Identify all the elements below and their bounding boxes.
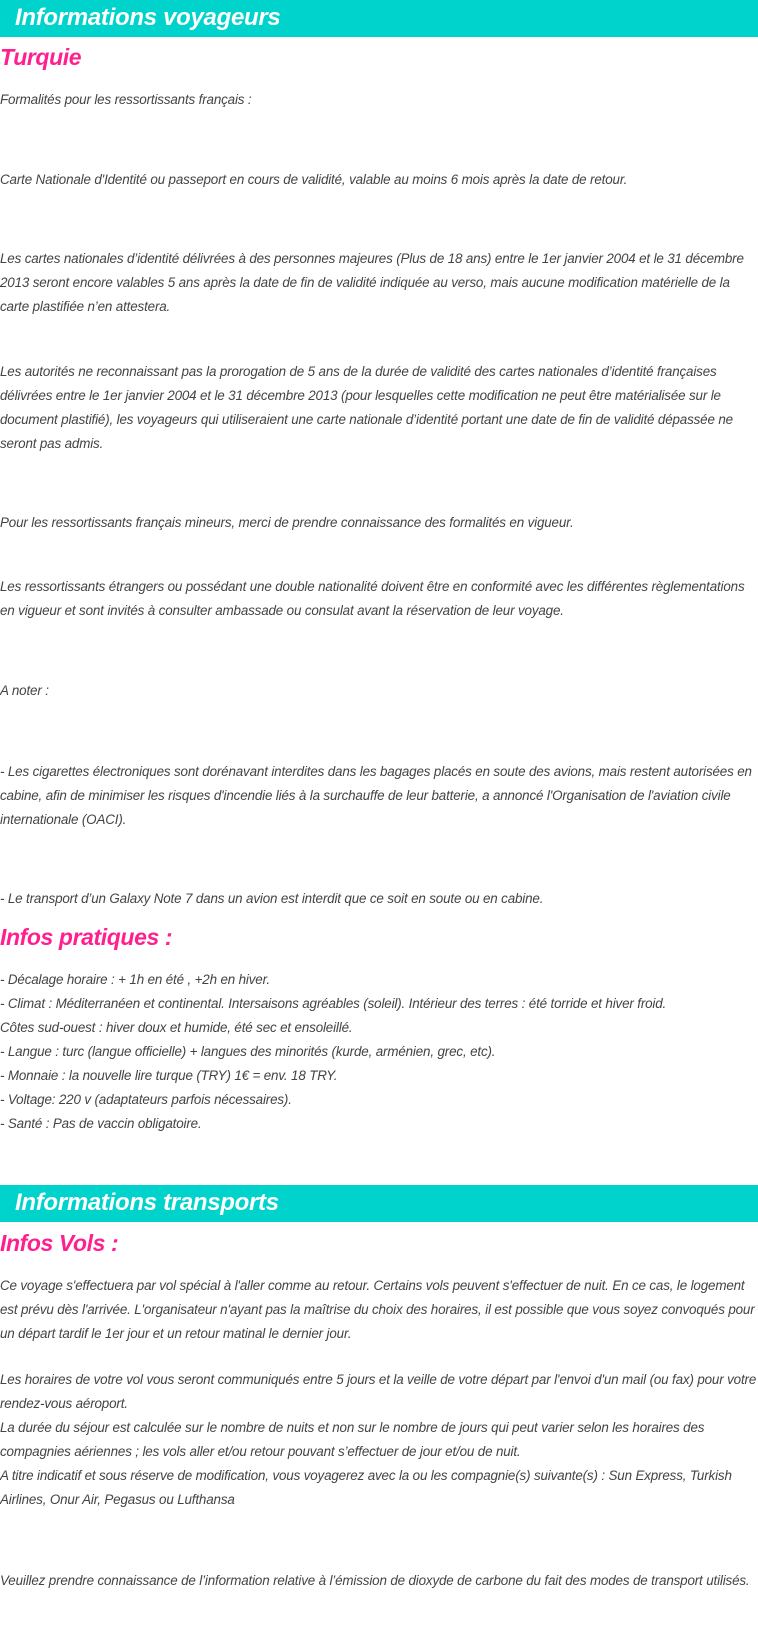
- section-header-transports: [0, 1185, 758, 1222]
- section-header-voyageurs: [0, 0, 758, 37]
- paragraph: A titre indicatif et sous réserve de modification, vous voyagerez avec la ou les compagnie(s) suivante(s) : Sun Express, Turkish Airlines, Onur Air, Pegasus ou Lufthansa: [0, 1468, 732, 1507]
- list-item: - Climat : Méditerranéen et continental. Intersaisons agréables (soleil). Intérieur des terres : été torride et hiver froid.: [0, 996, 667, 1011]
- pratiques-list: [0, 968, 758, 1136]
- paragraph: Veuillez prendre connaissance de l’information relative à l’émission de dioxyde de carbone du fait des modes de transport utilisés.: [0, 1573, 750, 1588]
- paragraph: Les horaires de votre vol vous seront communiqués entre 5 jours et la veille de votre départ par l'envoi d'un mail (ou fax) pour votre rendez-vous aéroport.: [0, 1372, 757, 1411]
- list-item: - Voltage: 220 v (adaptateurs parfois nécessaires).: [0, 1092, 292, 1107]
- paragraph: Pour les ressortissants français mineurs, merci de prendre connaissance des formalités en vigueur.: [0, 515, 574, 530]
- paragraph: Formalités pour les ressortissants français :: [0, 92, 252, 107]
- paragraph: Carte Nationale d'Identité ou passeport en cours de validité, valable au moins 6 mois après la date de retour.: [0, 172, 628, 187]
- paragraph: La durée du séjour est calculée sur le nombre de nuits et non sur le nombre de jours qui peut varier selon les horaires des compagnies aériennes ; les vols aller et/ou retour pouvant s’effectuer de jour et/ou de nuit.: [0, 1420, 705, 1459]
- paragraph: A noter :: [0, 683, 49, 698]
- vols-heading: Infos Vols :: [0, 1230, 119, 1256]
- list-item: - Langue : turc (langue officielle) + langues des minorités (kurde, arménien, grec, etc).: [0, 1044, 496, 1059]
- paragraph: Les cartes nationales d’identité délivrées à des personnes majeures (Plus de 18 ans) entre le 1er janvier 2004 et le 31 décembre 2013 seront encore valables 5 ans après la date de fin de validité indiquée au verso, mais aucune modification matérielle de la carte plastifiée n’en attestera.: [0, 251, 744, 314]
- list-item: - Santé : Pas de vaccin obligatoire.: [0, 1116, 202, 1131]
- section-title: Informations voyageurs: [15, 4, 281, 31]
- paragraph: - Les cigarettes électroniques sont dorénavant interdites dans les bagages placés en soute des avions, mais restent autorisées en cabine, afin de minimiser les risques d'incendie liés à la surchauffe de leur batterie, a annoncé l'Organisation de l'aviation civile internationale (OACI).: [0, 764, 752, 827]
- paragraph: Ce voyage s'effectuera par vol spécial à l'aller comme au retour. Certains vols peuvent s'effectuer de nuit. En ce cas, le logement est prévu dès l'arrivée. L'organisateur n'ayant pas la maîtrise du choix des horaires, il est possible que vous soyez convoqués pour un départ tardif le 1er jour et un retour matinal le dernier jour.: [0, 1278, 755, 1341]
- list-item: Côtes sud-ouest : hiver doux et humide, été sec et ensoleillé.: [0, 1020, 353, 1035]
- paragraph: Les autorités ne reconnaissant pas la prorogation de 5 ans de la durée de validité des cartes nationales d’identité françaises délivrées entre le 1er janvier 2004 et le 31 décembre 2013 (pour lesquelles cette modification ne peut être matérialisée sur le document plastifié), les voyageurs qui utiliseraient une carte nationale d’identité portant une date de fin de validité dépassée ne seront pas admis.: [0, 364, 733, 451]
- list-item: - Monnaie : la nouvelle lire turque (TRY) 1€ = env. 18 TRY.: [0, 1068, 338, 1083]
- list-item: - Décalage horaire : + 1h en été , +2h en hiver.: [0, 972, 270, 987]
- section-title: Informations transports: [15, 1189, 279, 1216]
- paragraph: Les ressortissants étrangers ou possédant une double nationalité doivent être en conformité avec les différentes règlementations en vigueur et sont invités à consulter ambassade ou consulat avant la réservation de leur voyage.: [0, 579, 745, 618]
- country-heading: Turquie: [0, 44, 82, 70]
- paragraph: - Le transport d’un Galaxy Note 7 dans un avion est interdit que ce soit en soute ou en cabine.: [0, 891, 544, 906]
- paragraph-group: [0, 1368, 758, 1512]
- pratiques-heading: Infos pratiques :: [0, 924, 173, 950]
